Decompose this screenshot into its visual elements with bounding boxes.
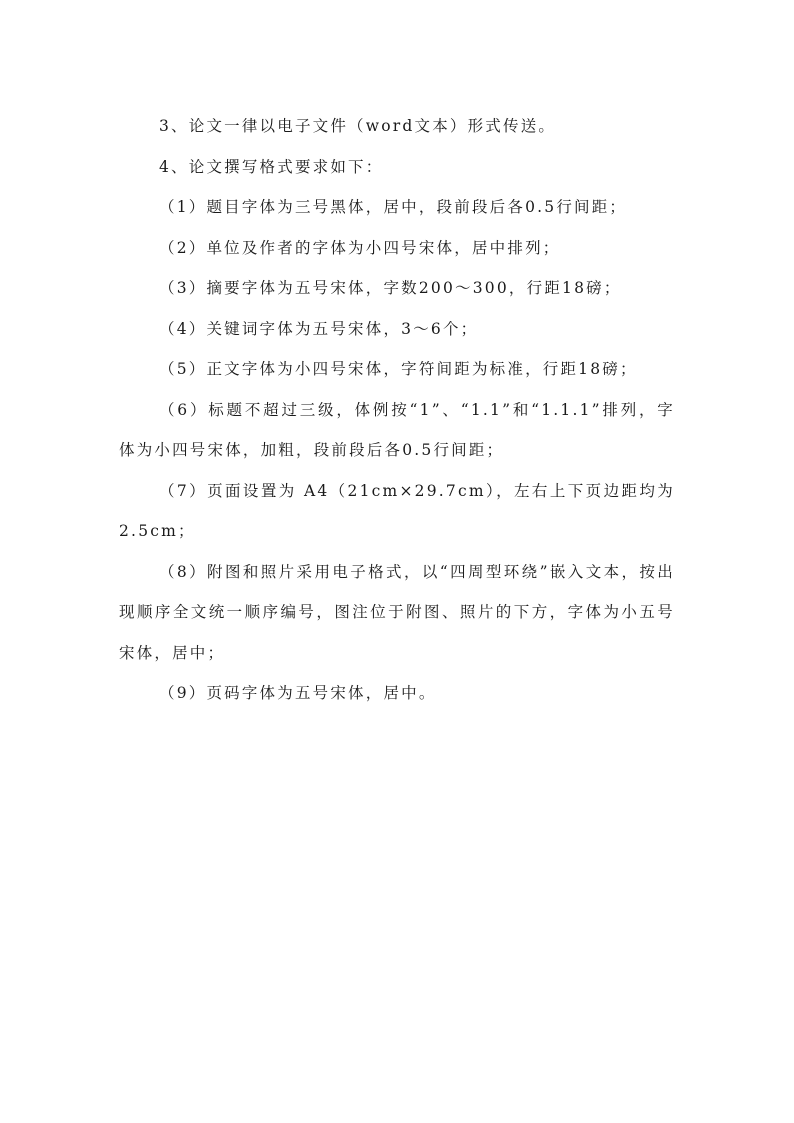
paragraph-body-format: （5）正文字体为小四号宋体，字符间距为标准，行距18磅； [159,360,638,378]
paragraph-abstract-format: （3）摘要字体为五号宋体，字数200～300，行距18磅； [159,279,622,297]
paragraph-heading-levels-format: （6）标题不超过三级，体例按“1”、“1.1”和“1.1.1”排列，字体为小四号宋体，加粗，段前段后各0.5行间距； [119,400,675,459]
paragraph-page-number-format: （9）页码字体为五号宋体，居中。 [159,684,437,702]
paragraph-title-format: （1）题目字体为三号黑体，居中，段前段后各0.5行间距； [159,198,628,216]
paragraph-format-requirements-heading: 4、论文撰写格式要求如下： [159,157,384,176]
paragraph-author-format: （2）单位及作者的字体为小四号宋体，居中排列； [159,238,561,257]
paragraph-keywords-format: （4）关键词字体为五号宋体，3～6个； [159,319,479,338]
paragraph-figures-format: （8）附图和照片采用电子格式，以“四周型环绕”嵌入文本，按出现顺序全文统一顺序编号，图注位于附图、照片的下方，字体为小五号宋体，居中； [119,562,675,662]
paragraph-page-setup-format: （7）页面设置为 A4（21cm×29.7cm），左右上下页边距均为2.5cm； [119,481,675,540]
document-body [119,106,675,714]
paragraph-submission-format: 3、论文一律以电子文件（word文本）形式传送。 [159,117,557,135]
